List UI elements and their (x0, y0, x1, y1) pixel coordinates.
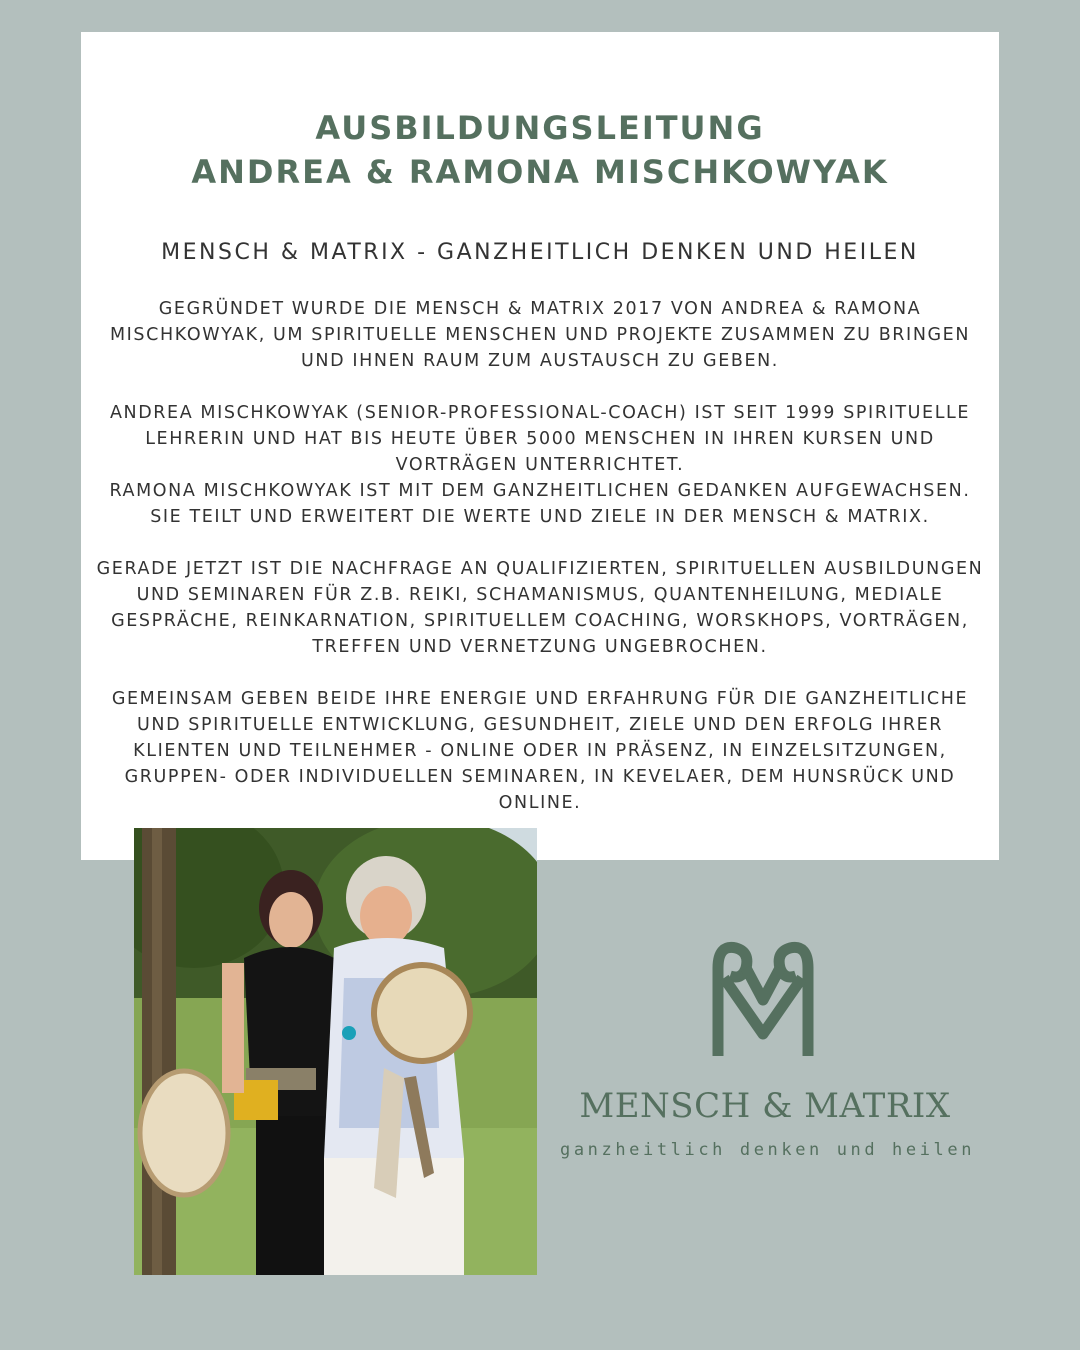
brand-name: MENSCH & MATRIX (579, 1086, 951, 1126)
text-line: UND IHNEN RAUM ZUM AUSTAUSCH ZU GEBEN. (301, 351, 779, 371)
photo-illustration (134, 828, 537, 1275)
text-line: SIE TEILT UND ERWEITERT DIE WERTE UND ZIELE IN DER MENSCH & MATRIX. (150, 507, 930, 527)
subtitle: MENSCH & MATRIX - GANZHEITLICH DENKEN UND HEILEN (161, 240, 919, 265)
brand-logo (560, 938, 976, 1168)
text-line: GEMEINSAM GEBEN BEIDE IHRE ENERGIE UND ERFAHRUNG FÜR DIE GANZHEITLICHE (111, 689, 969, 709)
text-line: GESPRÄCHE, REINKARNATION, SPIRITUELLEM COACHING, WORSKHOPS, VORTRÄGEN, (111, 611, 969, 631)
founders-photo (134, 828, 537, 1275)
paragraph-together (81, 686, 999, 816)
text-line: VORTRÄGEN UNTERRICHTET. (395, 455, 685, 475)
text-line: GRUPPEN- ODER INDIVIDUELLEN SEMINAREN, IN KEVELAER, DEM HUNSRÜCK UND (124, 767, 956, 787)
page-title (81, 106, 999, 194)
paragraph-demand (81, 556, 999, 660)
text-line: GERADE JETZT IST DIE NACHFRAGE AN QUALIFIZIERTEN, SPIRITUELLEN AUSBILDUNGEN (96, 559, 984, 579)
paragraph-founders (81, 400, 999, 530)
text-line: LEHRERIN UND HAT BIS HEUTE ÜBER 5000 MENSCHEN IN IHREN KURSEN UND (145, 429, 935, 449)
title-line-2: ANDREA & RAMONA MISCHKOWYAK (191, 153, 889, 191)
text-line: TREFFEN UND VERNETZUNG UNGEBROCHEN. (312, 637, 768, 657)
text-line: ANDREA MISCHKOWYAK (SENIOR-PROFESSIONAL-COACH) IST SEIT 1999 SPIRITUELLE (109, 403, 971, 423)
text-line: GEGRÜNDET WURDE DIE MENSCH & MATRIX 2017 VON ANDREA & RAMONA (158, 299, 922, 319)
text-line: UND SEMINAREN FÜR Z.B. REIKI, SCHAMANISMUS, QUANTENHEILUNG, MEDIALE (136, 585, 944, 605)
text-line: MISCHKOWYAK, UM SPIRITUELLE MENSCHEN UND PROJEKTE ZUSAMMEN ZU BRINGEN (109, 325, 971, 345)
text-line: KLIENTEN UND TEILNEHMER - ONLINE ODER IN PRÄSENZ, IN EINZELSITZUNGEN, (133, 741, 947, 761)
monogram-m-icon (710, 938, 816, 1060)
title-line-1: AUSBILDUNGSLEITUNG (315, 109, 765, 147)
text-line: RAMONA MISCHKOWYAK IST MIT DEM GANZHEITLICHEN GEDANKEN AUFGEWACHSEN. (109, 481, 971, 501)
body-text (81, 296, 999, 842)
text-line: ONLINE. (498, 793, 582, 813)
paragraph-founding (81, 296, 999, 374)
info-card (81, 32, 999, 860)
brand-tagline: ganzheitlich denken und heilen (560, 1140, 976, 1160)
text-line: UND SPIRITUELLE ENTWICKLUNG, GESUNDHEIT, ZIELE UND DEN ERFOLG IHRER (136, 715, 944, 735)
